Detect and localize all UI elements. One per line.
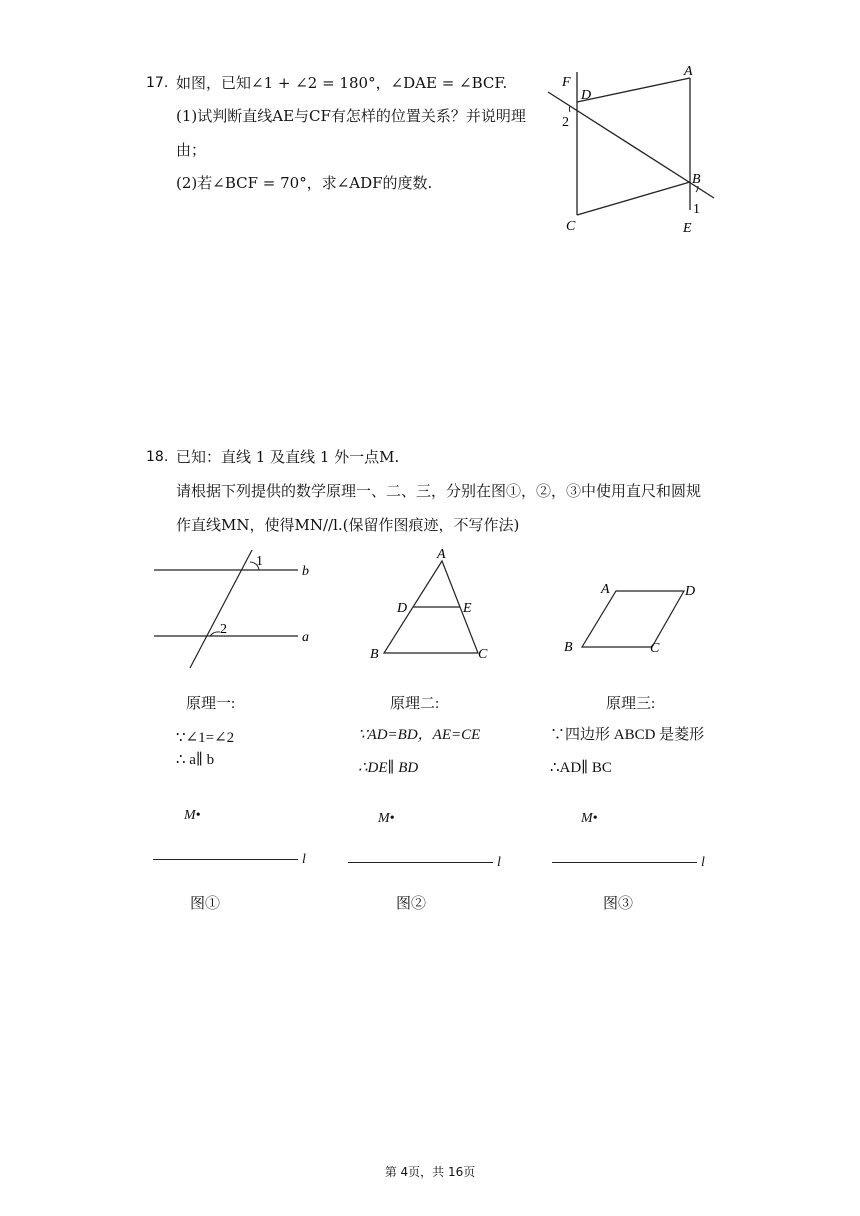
label-a: A <box>601 582 610 597</box>
label-b: B <box>370 647 379 662</box>
label-l-fig2: l <box>497 855 501 870</box>
question-18-number: 18. <box>146 449 169 465</box>
label-c: C <box>566 219 576 234</box>
label-a: a <box>302 630 309 645</box>
label-e: E <box>683 221 692 236</box>
point-m-fig1: M• <box>184 808 201 823</box>
label-d: D <box>581 88 592 103</box>
label-l-fig1: l <box>302 852 306 867</box>
principle-1-figure <box>146 548 326 678</box>
label-c: C <box>478 647 488 662</box>
label-1: 1 <box>693 202 700 217</box>
principle-2-conclusion: ∴DE∥ BD <box>358 760 419 776</box>
principle-3-conclusion: ∴AD∥ BC <box>550 760 612 776</box>
question-18-stem: 已知：直线 1 及直线 1 外一点M. <box>176 448 400 466</box>
principle-3-figure <box>555 575 715 665</box>
transversal <box>190 550 252 668</box>
rhombus-abcd <box>582 591 684 647</box>
label-a: A <box>684 64 693 79</box>
label-d: D <box>685 584 696 599</box>
page-footer: 第 4页，共 16页 <box>384 1165 476 1179</box>
angle-2-arc <box>210 632 220 636</box>
angle-2-arc <box>569 106 570 112</box>
caption-fig2: 图② <box>396 896 427 912</box>
point-m-fig2: M• <box>378 811 395 826</box>
principle-3-title: 原理三: <box>606 696 656 712</box>
label-f: F <box>562 75 571 90</box>
segment-da <box>577 78 690 102</box>
label-2: 2 <box>220 622 227 637</box>
question-17-number: 17. <box>146 75 169 91</box>
question-17-figure <box>540 60 725 240</box>
label-b: B <box>564 640 573 655</box>
line-l-fig3 <box>552 862 697 863</box>
question-17-part1: (1)试判断直线AE与CF有怎样的位置关系？并说明理 <box>176 107 526 125</box>
caption-fig1: 图① <box>190 896 221 912</box>
line-l-fig1 <box>153 859 298 860</box>
principle-1-conclusion: ∴ a∥ b <box>176 752 215 768</box>
line-l-fig2 <box>348 862 493 863</box>
label-c: C <box>650 641 660 656</box>
label-d: D <box>397 601 408 616</box>
question-17-stem: 如图，已知∠1 + ∠2 = 180°，∠DAE = ∠BCF. <box>176 74 508 92</box>
segment-cb <box>577 182 690 215</box>
label-2: 2 <box>562 115 569 130</box>
label-1: 1 <box>256 554 263 569</box>
principle-3-premise: ∵四边形 ABCD 是菱形 <box>550 727 705 743</box>
caption-fig3: 图③ <box>603 896 634 912</box>
point-m-fig3: M• <box>581 811 598 826</box>
question-17-part1-continued: 由； <box>176 141 207 159</box>
label-b: b <box>302 564 309 579</box>
principle-2-title: 原理二: <box>390 696 440 712</box>
principle-1-title: 原理一: <box>186 696 236 712</box>
label-b: B <box>692 172 701 187</box>
label-l-fig3: l <box>701 855 705 870</box>
question-18-instruction-continued: 作直线MN，使得MN//l.(保留作图痕迹，不写作法) <box>176 516 520 534</box>
question-18-instruction: 请根据下列提供的数学原理一、二、三，分别在图①，②，③中使用直尺和圆规 <box>176 482 702 500</box>
principle-2-premise: ∵AD=BD，AE=CE <box>358 727 481 743</box>
transversal-db <box>548 92 714 198</box>
question-17-part2: (2)若∠BCF = 70°，求∠ADF的度数. <box>176 174 433 192</box>
principle-1-premise: ∵∠1=∠2 <box>176 730 235 746</box>
label-a: A <box>437 547 446 562</box>
principle-2-figure <box>360 545 500 667</box>
label-e: E <box>463 601 472 616</box>
